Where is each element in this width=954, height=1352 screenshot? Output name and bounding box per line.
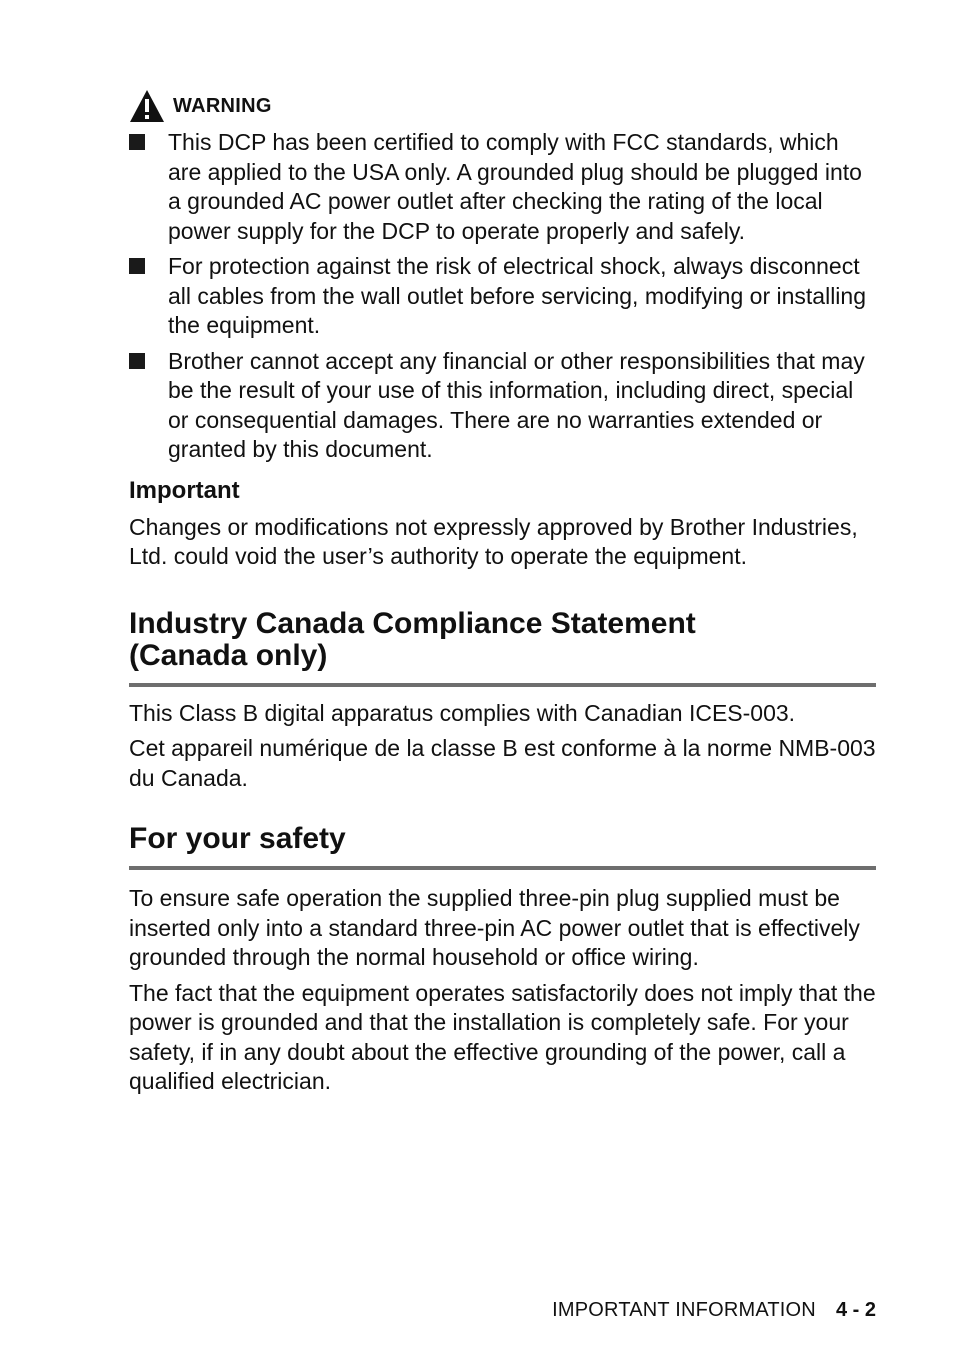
- important-heading: Important: [129, 476, 240, 504]
- warning-triangle-icon: [129, 89, 165, 123]
- canada-section-title: [129, 608, 876, 672]
- warning-list: [129, 128, 876, 465]
- section-divider: [129, 683, 876, 687]
- square-bullet-icon: [129, 252, 168, 341]
- page-content: [129, 88, 876, 1097]
- safety-paragraph: The fact that the equipment operates satisfactorily does not imply that the power is grounded and that the installation is completely safe. For your safety, if in any doubt about the effective grounding of the power, call a qualified electrician.: [129, 979, 876, 1094]
- warning-item: [129, 128, 876, 246]
- warning-label: WARNING: [173, 94, 272, 117]
- section-divider: [129, 866, 876, 870]
- warning-item-text: This DCP has been certified to comply with FCC standards, which are applied to the USA only. A grounded plug should be plugged into a grounded AC power outlet after checking the rating of the local power supply for the DCP to operate properly and safely.: [168, 129, 862, 244]
- safety-section-title: For your safety: [129, 822, 346, 855]
- warning-item-text: For protection against the risk of electrical shock, always disconnect all cables from the wall outlet before servicing, modifying or installing the equipment.: [168, 253, 866, 338]
- warning-item-text: Brother cannot accept any financial or other responsibilities that may be the result of your use of this information, including direct, special or consequential damages. There are no warranties extended or granted by this document.: [168, 347, 865, 462]
- canada-paragraph: This Class B digital apparatus complies with Canadian ICES-003.: [129, 699, 796, 726]
- warning-item: [129, 252, 876, 341]
- canada-title-line2: (Canada only): [129, 638, 328, 672]
- safety-paragraph: To ensure safe operation the supplied three-pin plug supplied must be inserted only into a standard three-pin AC power outlet that is effectively grounded through the normal household or office wiring.: [129, 885, 860, 970]
- page-number: 4 - 2: [835, 1299, 876, 1321]
- canada-title-line1: Industry Canada Compliance Statement: [129, 606, 696, 640]
- safety-section: [129, 823, 876, 1097]
- square-bullet-icon: [129, 128, 168, 246]
- page-footer: [552, 1299, 876, 1322]
- warning-item: [129, 347, 876, 465]
- square-bullet-icon: [129, 347, 168, 465]
- canada-paragraph: Cet appareil numérique de la classe B est conforme à la norme NMB-003 du Canada.: [129, 735, 876, 791]
- canada-section: [129, 608, 876, 794]
- important-body: Changes or modifications not expressly approved by Brother Industries, Ltd. could void the user’s authority to operate the equipment.: [129, 513, 858, 569]
- warning-header: [129, 88, 876, 124]
- footer-section-name: IMPORTANT INFORMATION: [552, 1299, 816, 1321]
